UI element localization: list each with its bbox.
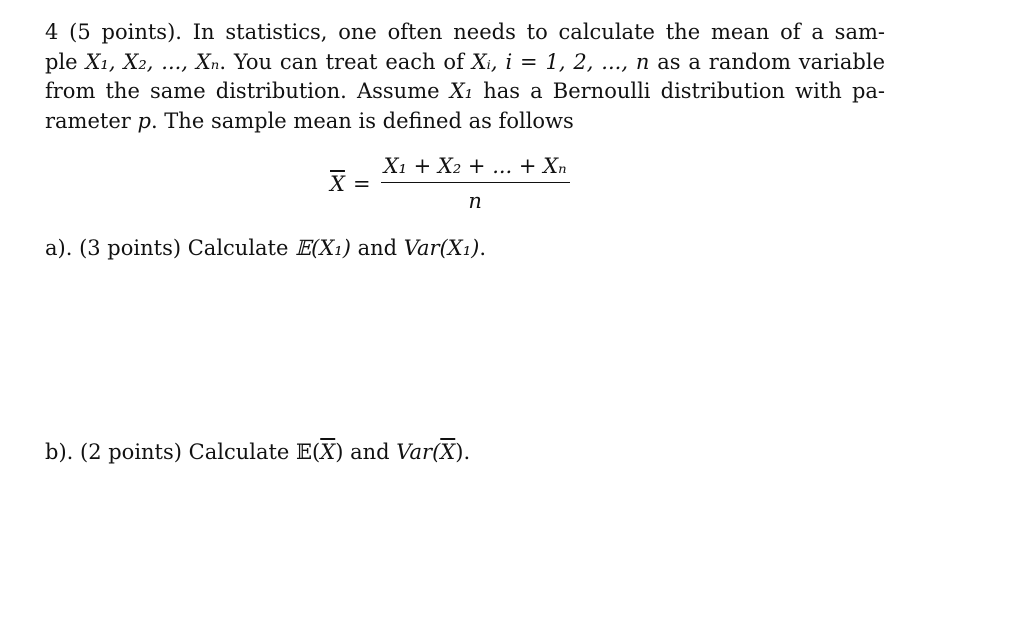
text-fragment: . You can treat each of	[219, 49, 464, 74]
x1-symbol: X₁	[449, 79, 474, 103]
problem-intro: In statistics, one often needs to calculate the mean of a sam-	[192, 20, 885, 44]
problem-line-3	[45, 77, 885, 107]
variance-xbar	[396, 440, 463, 464]
part-a-points: (3 points)	[79, 236, 182, 260]
text-fragment: 𝔼(	[296, 440, 321, 464]
problem-statement	[45, 18, 885, 136]
fraction	[381, 154, 570, 213]
xbar-symbol: $\overline{X}$	[330, 171, 345, 196]
xbar-symbol: $\overline{X}$	[320, 440, 336, 464]
text-fragment: ple	[45, 49, 78, 74]
text-fragment: )	[455, 440, 464, 464]
fraction-numerator: X₁ + X₂ + ... + Xₙ	[381, 154, 570, 183]
sample-sequence: X₁, X₂, ..., Xₙ	[85, 49, 220, 74]
part-b-label: b).	[45, 440, 74, 464]
text-fragment: and	[357, 236, 398, 260]
p-symbol: p	[137, 108, 151, 133]
text-fragment: Calculate	[187, 236, 289, 260]
text-fragment: .	[479, 236, 487, 260]
text-fragment: .	[463, 440, 471, 464]
expectation-x1: 𝔼(X₁)	[295, 236, 351, 260]
part-a-label: a).	[45, 236, 73, 260]
text-fragment: from the same distribution. Assume	[45, 79, 440, 103]
text-fragment: Var(	[396, 440, 441, 464]
problem-line-2	[45, 48, 885, 78]
text-fragment: as a random variable	[657, 49, 886, 74]
text-fragment: . The sample mean is defined as follows	[150, 108, 574, 133]
expectation-xbar	[296, 440, 343, 464]
index-range: , i = 1, 2, ..., n	[490, 49, 650, 74]
text-fragment: rameter	[45, 108, 131, 133]
fraction-denominator: n	[468, 189, 482, 213]
part-a-question	[45, 236, 486, 260]
text-fragment: has a Bernoulli distribution with pa-	[483, 79, 885, 103]
sample-mean-equation	[330, 154, 570, 213]
xi-symbol: Xᵢ	[471, 49, 491, 74]
text-fragment: and	[350, 440, 390, 464]
xbar-symbol: $\overline{X}$	[440, 440, 456, 464]
problem-line-1	[45, 18, 885, 48]
equals-sign: =	[352, 171, 371, 196]
text-fragment: )	[335, 440, 344, 464]
problem-line-4	[45, 107, 885, 137]
problem-number: 4 (5 points).	[45, 20, 182, 44]
text-fragment: Calculate	[188, 440, 290, 464]
part-b-points: (2 points)	[80, 440, 182, 464]
variance-x1: Var(X₁)	[403, 236, 480, 260]
part-b-question	[45, 440, 470, 464]
